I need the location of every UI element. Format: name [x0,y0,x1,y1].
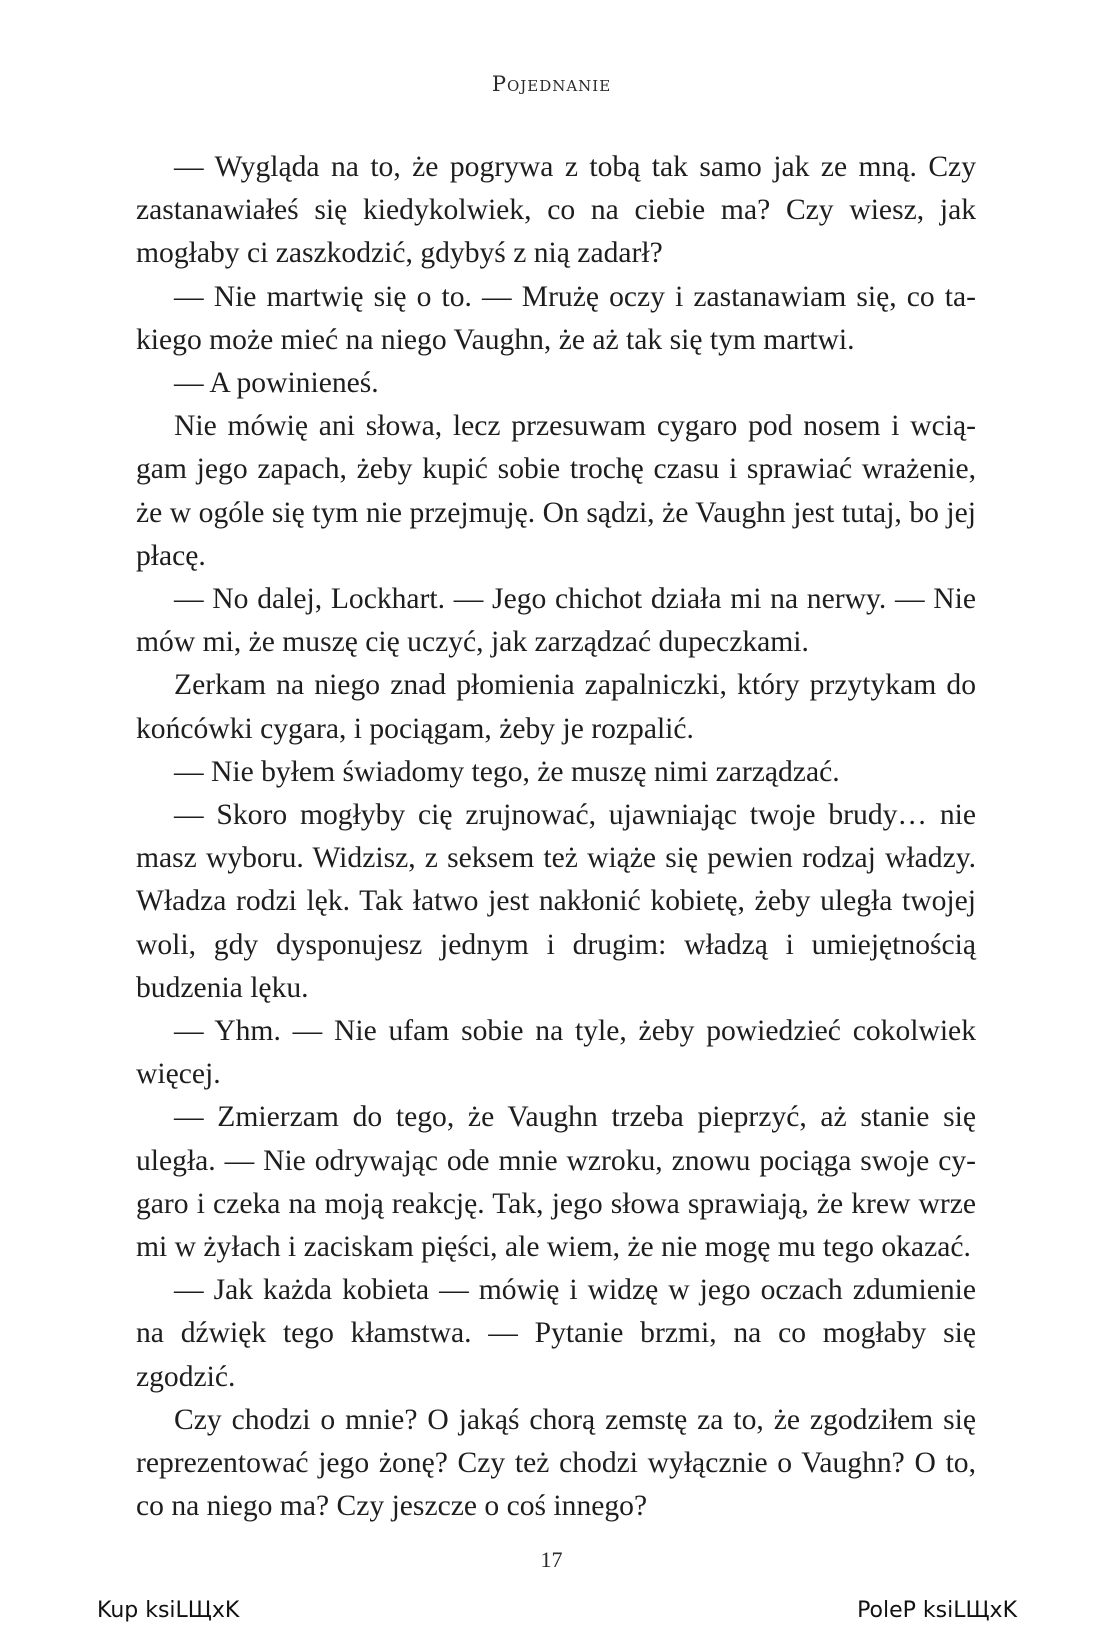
paragraph: — Wygląda na to, że pogrywa z tobą tak samo jak ze mną. Czy zastanawiałeś się kiedykolwiek, co na ciebie ma? Czy wiesz, jak mogłaby ci zaszkodzić, gdybyś z nią zadarł? [136,151,976,270]
paragraph: Nie mówię ani słowa, lecz przesuwam cygaro pod nosem i wciągam jego zapach, żeby kupić sobie trochę czasu i sprawiać wrażenie, że w ogóle się tym nie przejmuję. On sądzi, że Vaughn jest tutaj, bo jej płacę. [136,410,976,572]
paragraph: — Zmierzam do tego, że Vaughn trzeba pieprzyć, aż stanie się uległa. — Nie odrywając ode mnie wzroku, znowu pociąga swoje cygaro i czeka na moją reakcję. Tak, jego słowa sprawiają, że krew wrze mi w żyłach i zaciskam pięści, ale wiem, że nie mogę mu tego okazać. [136,1101,976,1264]
page-number: 17 [540,1547,563,1572]
paragraph: Czy chodzi o mnie? O jakąś chorą zemstę za to, że zgodziłem się reprezentować jego żonę? Czy też chodzi wyłącznie o Vaughn? O to, co na niego ma? Czy jeszcze o coś innego? [136,1403,976,1523]
paragraph: — Skoro mogłyby cię zrujnować, ujawniając twoje brudy… nie masz wyboru. Widzisz, z seksem też wiąże się pewien rodzaj władzy. Władza rodzi lęk. Tak łatwo jest nakłonić kobietę, żeby uległa twojej woli, gdy dysponujesz jednym i drugim: władzą i umiejętnością budzenia lęku. [136,799,976,1004]
paragraph: — Yhm. — Nie ufam sobie na tyle, żeby powiedzieć cokolwiek więcej. [136,1015,976,1091]
paragraph: — No dalej, Lockhart. — Jego chichot działa mi na nerwy. — Nie mów mi, że muszę cię uczyć, jak zarządzać dupeczkami. [136,583,976,659]
recommend-book-link[interactable]: PoleP ksiLЩxK [857,1598,1017,1623]
buy-book-link[interactable]: Kup ksiLЩxK [97,1598,240,1623]
paragraph: — A powinieneś. [174,367,379,400]
paragraph: Zerkam na niego znad płomienia zapalniczki, który przytykam do końcówki cygara, i pociągam, żeby je rozpalić. [136,669,976,745]
running-header: Pojednanie [491,72,612,96]
paragraph: — Nie byłem świadomy tego, że muszę nimi zarządzać. [174,755,840,788]
paragraph: — Jak każda kobieta — mówię i widzę w jego oczach zdumienie na dźwięk tego kłamstwa. — Pytanie brzmi, na co mogłaby się zgodzić. [136,1274,976,1393]
paragraph: — Nie martwię się o to. — Mrużę oczy i zastanawiam się, co takiego może mieć na niego Vaughn, że aż tak się tym martwi. [136,280,976,356]
body-text [136,146,976,1529]
